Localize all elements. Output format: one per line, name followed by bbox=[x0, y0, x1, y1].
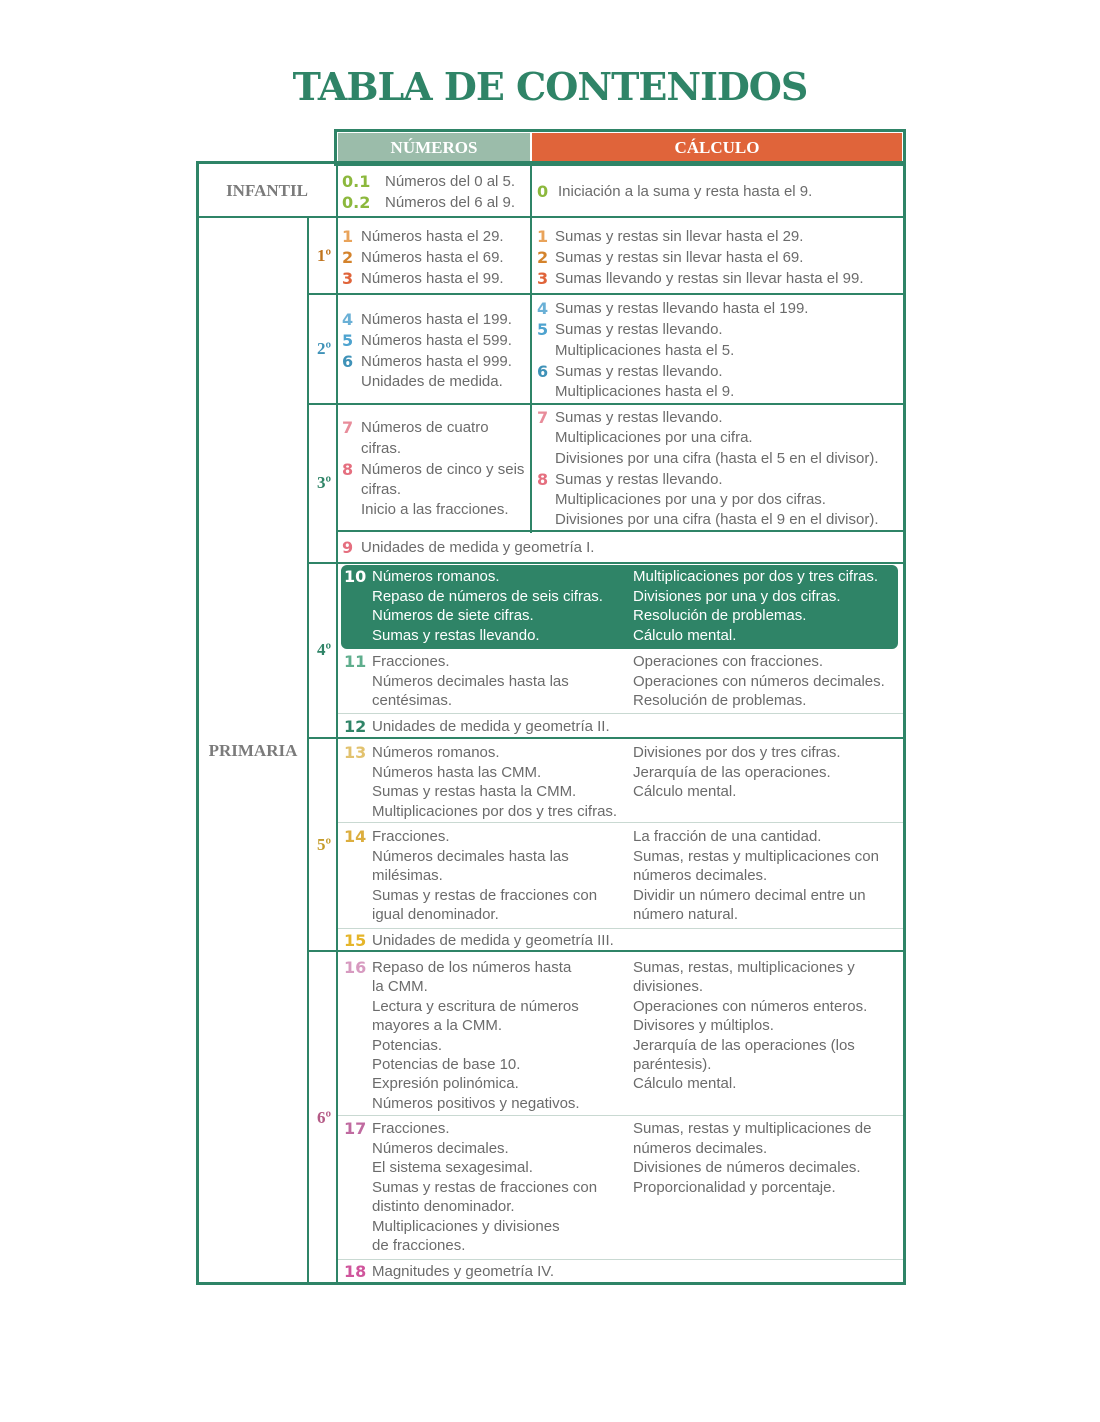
unit-number: 8 bbox=[537, 470, 549, 489]
list-item: Números decimales hasta las bbox=[372, 848, 569, 865]
unit-number: 16 bbox=[344, 958, 367, 977]
list-item: Números de siete cifras. bbox=[372, 607, 534, 624]
list-item: La fracción de una cantidad. bbox=[633, 828, 822, 845]
list-item: Resolución de problemas. bbox=[633, 607, 807, 624]
list-item: Sumas y restas de fracciones con bbox=[372, 887, 598, 904]
list-item: Divisiones por dos y tres cifras. bbox=[633, 744, 841, 761]
unit-number: 6 bbox=[537, 362, 549, 381]
list-item: Sumas y restas sin llevar hasta el 29. bbox=[555, 228, 804, 245]
list-item: Proporcionalidad y porcentaje. bbox=[633, 1179, 836, 1196]
row-line-infantil bbox=[199, 216, 903, 218]
grade-2: 2º bbox=[316, 339, 332, 358]
list-item: Fracciones. bbox=[372, 1120, 450, 1137]
list-item: cifras. bbox=[361, 481, 402, 498]
list-item: paréntesis). bbox=[633, 1056, 712, 1073]
list-item: milésimas. bbox=[372, 867, 443, 884]
list-item: Sumas, restas, multiplicaciones y bbox=[633, 959, 855, 976]
unit-number: 0.2 bbox=[342, 193, 371, 212]
list-item: Sumas y restas hasta la CMM. bbox=[372, 783, 577, 800]
list-item: Multiplicaciones hasta el 9. bbox=[555, 383, 735, 400]
list-item: Sumas y restas llevando. bbox=[555, 321, 723, 338]
list-item: mayores a la CMM. bbox=[372, 1017, 503, 1034]
grade-5: 5º bbox=[316, 835, 332, 854]
list-item: Números romanos. bbox=[372, 744, 500, 761]
unit-number: 15 bbox=[344, 931, 367, 950]
list-item: Números del 0 al 5. bbox=[385, 173, 516, 190]
list-item: cifras. bbox=[361, 440, 402, 457]
list-item: Sumas y restas sin llevar hasta el 69. bbox=[555, 249, 804, 266]
list-item: Números hasta el 29. bbox=[361, 228, 504, 245]
unit-number: 1 bbox=[537, 227, 549, 246]
unit-number: 17 bbox=[344, 1119, 367, 1138]
unit-number: 7 bbox=[342, 418, 354, 437]
unit-number: 7 bbox=[537, 408, 549, 427]
unit-number: 0 bbox=[537, 182, 549, 201]
row-line-u14 bbox=[338, 928, 903, 929]
list-item: Sumas llevando y restas sin llevar hasta el 99. bbox=[555, 270, 864, 287]
list-item: Sumas y restas llevando. bbox=[555, 363, 723, 380]
list-item: Lectura y escritura de números bbox=[372, 998, 579, 1015]
list-item: Cálculo mental. bbox=[633, 1075, 737, 1092]
list-item: Dividir un número decimal entre un bbox=[633, 887, 866, 904]
unit-number: 0.1 bbox=[342, 172, 371, 191]
row-line-g3b bbox=[307, 562, 903, 564]
list-item: Iniciación a la suma y resta hasta el 9. bbox=[558, 183, 813, 200]
row-line-g3 bbox=[336, 530, 903, 532]
list-item: Sumas y restas llevando. bbox=[555, 409, 723, 426]
list-item: Fracciones. bbox=[372, 828, 450, 845]
grade-6: 6º bbox=[316, 1108, 332, 1127]
unit-number: 1 bbox=[342, 227, 354, 246]
list-item: números decimales. bbox=[633, 1140, 768, 1157]
list-item: Números hasta las CMM. bbox=[372, 764, 542, 781]
list-item: Números del 6 al 9. bbox=[385, 194, 516, 211]
list-item: de fracciones. bbox=[372, 1237, 466, 1254]
list-item: Números hasta el 999. bbox=[361, 353, 512, 370]
list-item: Unidades de medida y geometría I. bbox=[361, 539, 595, 556]
list-item: Números de cinco y seis bbox=[361, 461, 525, 478]
list-item: Divisores y múltiplos. bbox=[633, 1017, 774, 1034]
list-item: Números decimales. bbox=[372, 1140, 509, 1157]
row-line-u17 bbox=[338, 1259, 903, 1260]
list-item: Sumas y restas llevando. bbox=[555, 471, 723, 488]
unit-number: 10 bbox=[344, 567, 367, 586]
header-numeros: NÚMEROS bbox=[338, 133, 530, 163]
unit-number: 4 bbox=[342, 310, 354, 329]
list-item: número natural. bbox=[633, 906, 739, 923]
level-infantil: INFANTIL bbox=[226, 181, 308, 200]
unit-number: 6 bbox=[342, 352, 354, 371]
list-item: Repaso de los números hasta bbox=[372, 959, 572, 976]
unit-number: 14 bbox=[344, 827, 367, 846]
list-item: Multiplicaciones por una y por dos cifras. bbox=[555, 491, 826, 508]
list-item: Magnitudes y geometría IV. bbox=[372, 1263, 555, 1280]
list-item: Números positivos y negativos. bbox=[372, 1095, 580, 1112]
unit-number: 3 bbox=[342, 269, 354, 288]
unit-number: 4 bbox=[537, 299, 549, 318]
unit-number: 5 bbox=[537, 320, 549, 339]
list-item: centésimas. bbox=[372, 692, 453, 709]
list-item: Sumas y restas llevando. bbox=[372, 627, 540, 644]
row-line-u16 bbox=[338, 1115, 903, 1116]
list-item: distinto denominador. bbox=[372, 1198, 515, 1215]
list-item: Números decimales hasta las bbox=[372, 673, 569, 690]
list-item: Unidades de medida y geometría II. bbox=[372, 718, 610, 735]
row-line-g4 bbox=[307, 737, 903, 739]
list-item: Fracciones. bbox=[372, 653, 450, 670]
unit-number: 2 bbox=[537, 248, 549, 267]
unit-number: 18 bbox=[344, 1262, 367, 1281]
list-item: la CMM. bbox=[372, 978, 428, 995]
unit-number: 2 bbox=[342, 248, 354, 267]
list-item: Repaso de números de seis cifras. bbox=[372, 588, 603, 605]
list-item: Divisiones por una cifra (hasta el 9 en el divisor). bbox=[555, 511, 879, 528]
list-item: Expresión polinómica. bbox=[372, 1075, 519, 1092]
list-item: Cálculo mental. bbox=[633, 627, 737, 644]
list-item: Unidades de medida y geometría III. bbox=[372, 932, 614, 949]
page-title: TABLA DE CONTENIDOS bbox=[292, 64, 808, 109]
list-item: Sumas, restas y multiplicaciones con bbox=[633, 848, 879, 865]
list-item: Números romanos. bbox=[372, 568, 500, 585]
list-item: Resolución de problemas. bbox=[633, 692, 807, 709]
list-item: Divisiones por una cifra (hasta el 5 en el divisor). bbox=[555, 450, 879, 467]
list-item: Inicio a las fracciones. bbox=[361, 501, 509, 518]
level-primaria: PRIMARIA bbox=[208, 741, 298, 760]
list-item: Multiplicaciones por dos y tres cifras. bbox=[372, 803, 618, 820]
list-item: Números de cuatro bbox=[361, 419, 489, 436]
list-item: Divisiones de números decimales. bbox=[633, 1159, 861, 1176]
list-item: El sistema sexagesimal. bbox=[372, 1159, 533, 1176]
unit-number: 3 bbox=[537, 269, 549, 288]
grade-3: 3º bbox=[316, 473, 332, 492]
list-item: Potencias. bbox=[372, 1037, 443, 1054]
list-item: Cálculo mental. bbox=[633, 783, 737, 800]
list-item: Multiplicaciones y divisiones bbox=[372, 1218, 560, 1235]
list-item: Sumas y restas llevando hasta el 199. bbox=[555, 300, 809, 317]
list-item: Operaciones con fracciones. bbox=[633, 653, 824, 670]
list-item: Unidades de medida. bbox=[361, 373, 503, 390]
list-item: Números hasta el 69. bbox=[361, 249, 504, 266]
unit-number: 11 bbox=[344, 652, 367, 671]
unit-number: 8 bbox=[342, 460, 354, 479]
list-item: Números hasta el 599. bbox=[361, 332, 512, 349]
list-item: Operaciones con números enteros. bbox=[633, 998, 868, 1015]
list-item: Sumas, restas y multiplicaciones de bbox=[633, 1120, 872, 1137]
list-item: Multiplicaciones hasta el 5. bbox=[555, 342, 735, 359]
unit-number: 13 bbox=[344, 743, 367, 762]
list-item: Números hasta el 99. bbox=[361, 270, 504, 287]
list-item: Sumas y restas de fracciones con bbox=[372, 1179, 598, 1196]
unit-number: 12 bbox=[344, 717, 367, 736]
row-line-u13 bbox=[338, 822, 903, 823]
list-item: Divisiones por una y dos cifras. bbox=[633, 588, 841, 605]
row-line-u11 bbox=[338, 713, 903, 714]
list-item: Multiplicaciones por una cifra. bbox=[555, 429, 753, 446]
list-item: Jerarquía de las operaciones (los bbox=[633, 1037, 855, 1054]
header-calculo: CÁLCULO bbox=[532, 133, 902, 163]
list-item: Números hasta el 199. bbox=[361, 311, 512, 328]
row-line-g2 bbox=[307, 403, 903, 405]
list-item: números decimales. bbox=[633, 867, 768, 884]
list-item: divisiones. bbox=[633, 978, 704, 995]
list-item: igual denominador. bbox=[372, 906, 499, 923]
row-line-g1 bbox=[307, 293, 903, 295]
list-item: Multiplicaciones por dos y tres cifras. bbox=[633, 568, 879, 585]
unit-number: 9 bbox=[342, 538, 354, 557]
list-item: Operaciones con números decimales. bbox=[633, 673, 885, 690]
list-item: Potencias de base 10. bbox=[372, 1056, 521, 1073]
grade-4: 4º bbox=[316, 640, 332, 659]
grade-1: 1º bbox=[316, 246, 332, 265]
unit-number: 5 bbox=[342, 331, 354, 350]
list-item: Jerarquía de las operaciones. bbox=[633, 764, 831, 781]
